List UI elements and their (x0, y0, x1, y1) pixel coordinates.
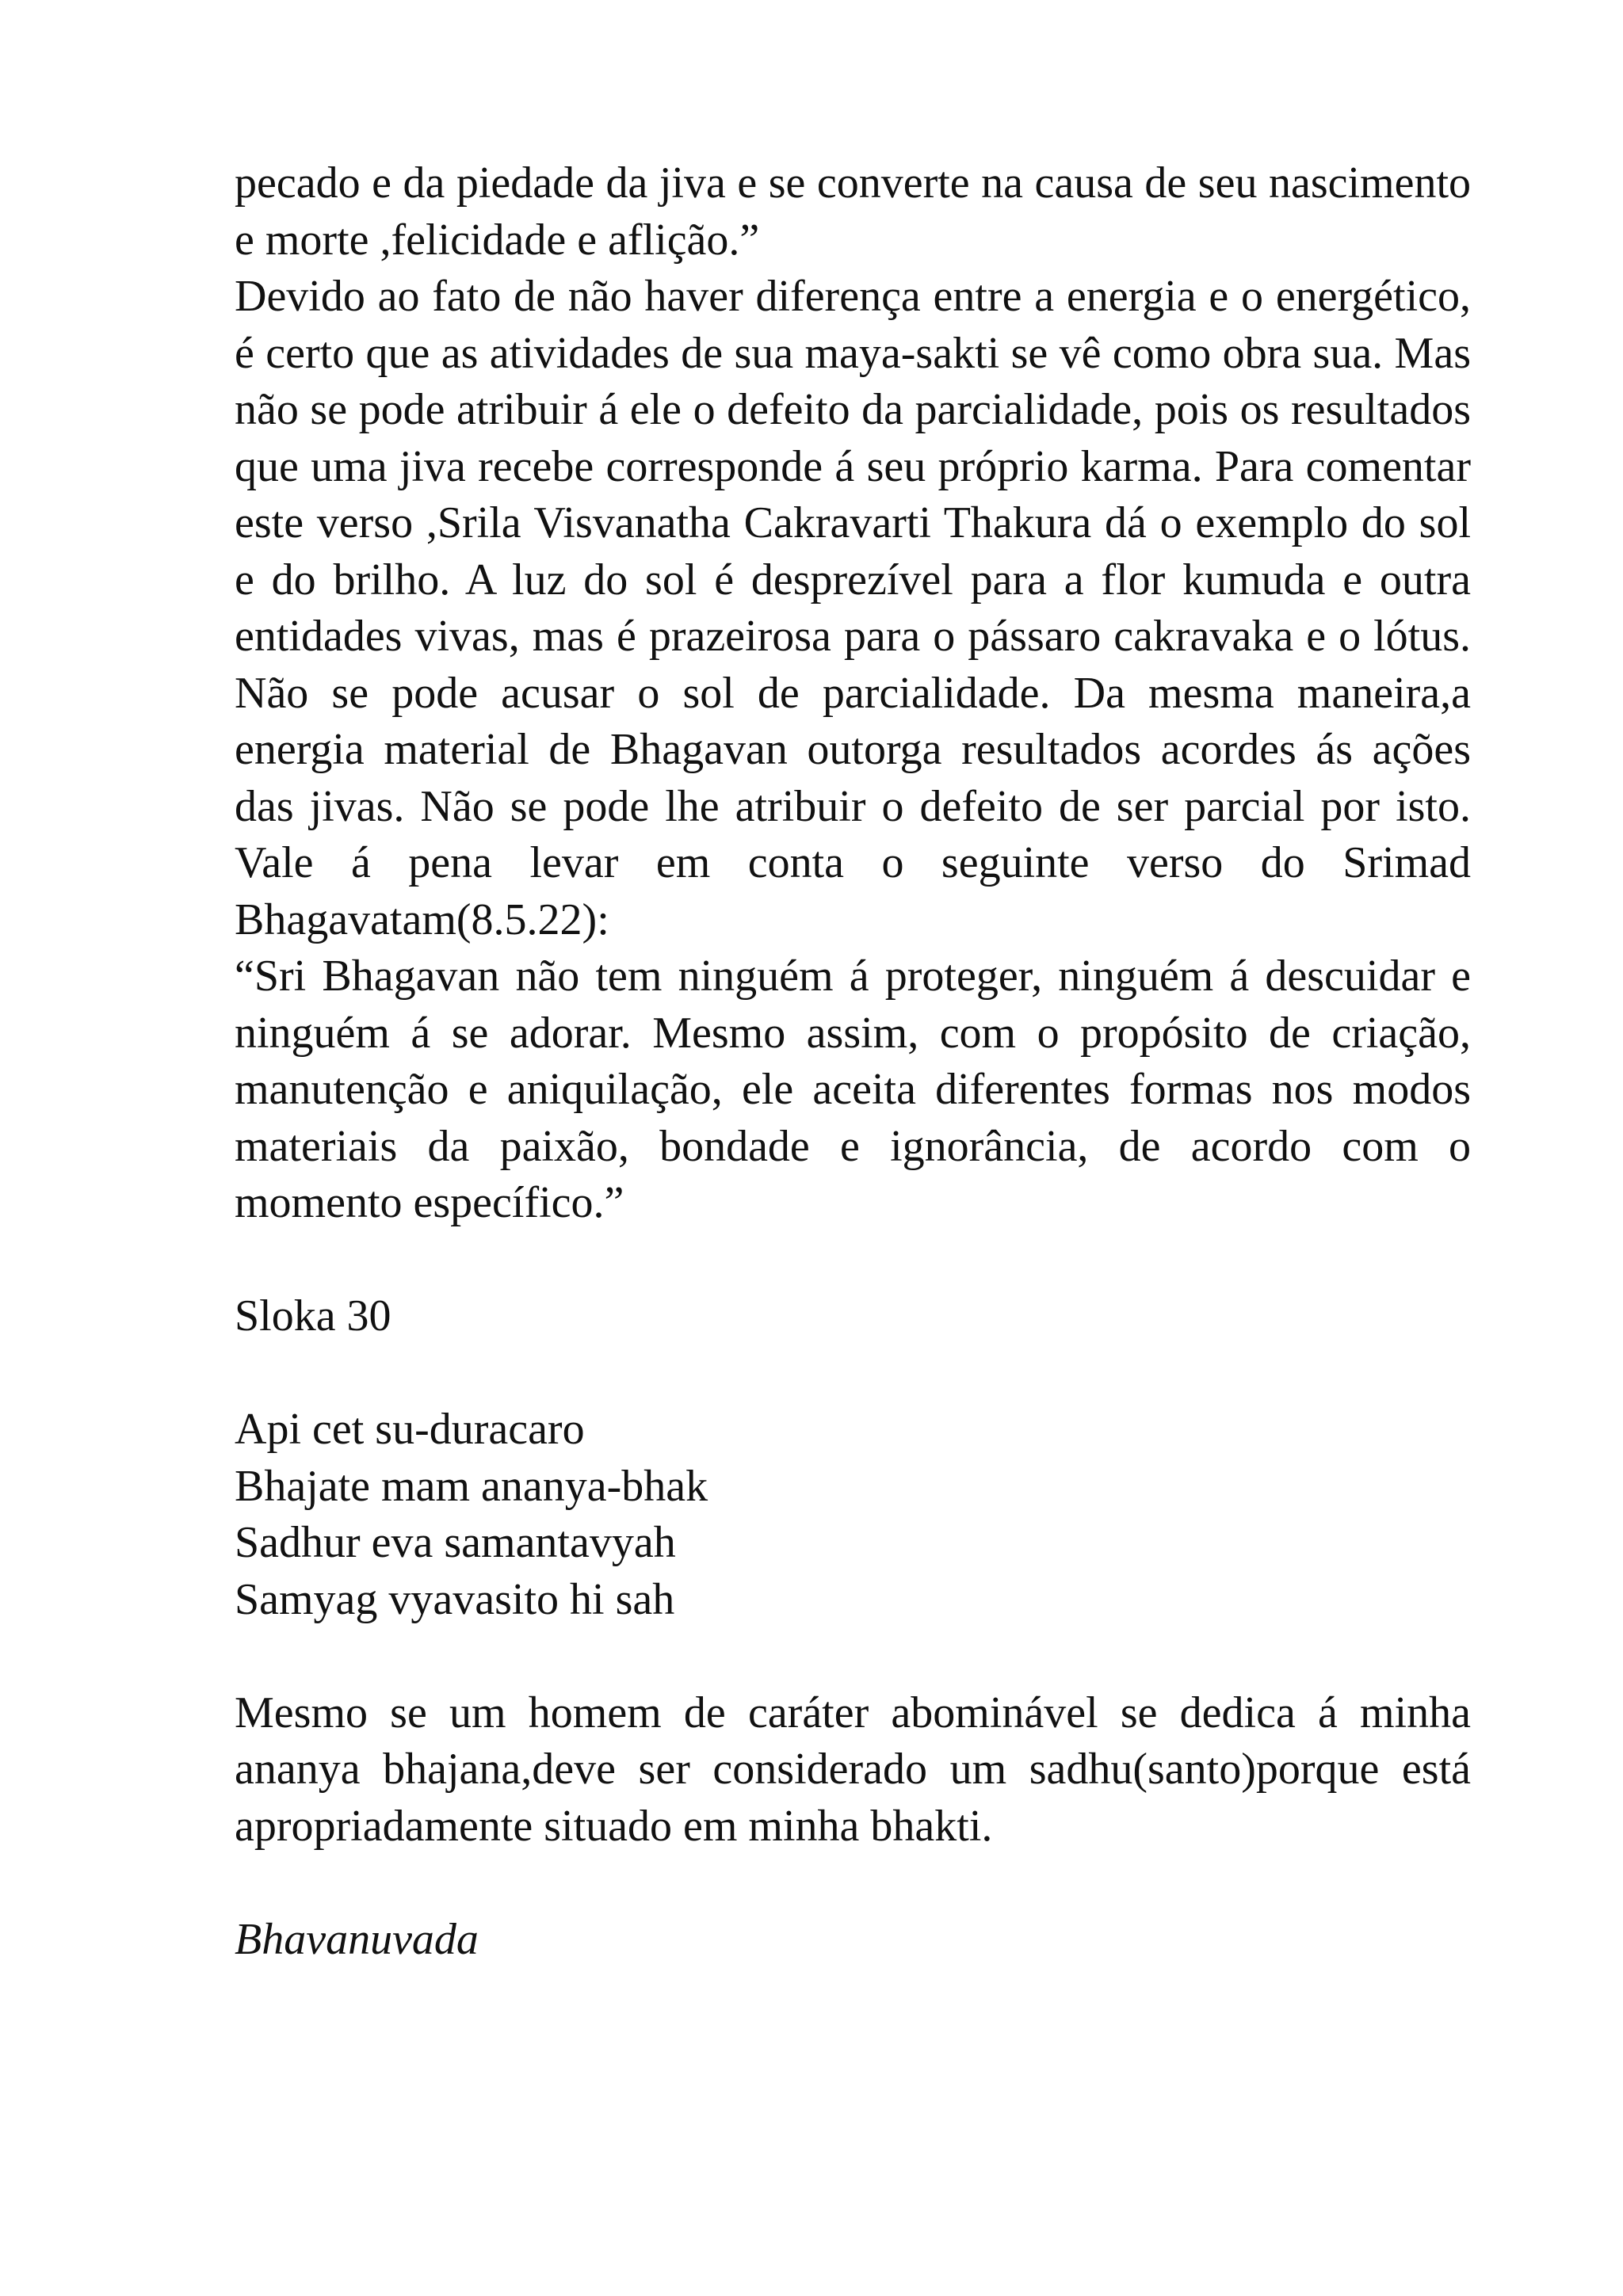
verse-block (235, 1402, 1471, 1628)
sloka-heading: Sloka 30 (235, 1291, 391, 1341)
verse-line: Sadhur eva samantavyah (235, 1518, 676, 1567)
paragraph-quote: “Sri Bhagavan não tem ninguém á proteger, ninguém á descuidar e ninguém á se adorar. Mesmo assim, com o propósito de criação, manutenção e aniquilação, ele aceita diferentes formas nos modos materiais da paixão, bondade e ignorância, de acordo com o momento específico.” (235, 952, 1471, 1227)
translation-paragraph: Mesmo se um homem de caráter abominável se dedica á minha ananya bhajana,deve ser considerado um sadhu(santo)porque está apropriadamente situado em minha bhakti. (235, 1688, 1471, 1851)
paragraph-continuation: pecado e da piedade da jiva e se converte na causa de seu nascimento e morte ,felicidade e aflição.” (235, 158, 1471, 265)
verse-line: Api cet su-duracaro (235, 1405, 585, 1454)
spacer (235, 1855, 1471, 1912)
section-heading: Bhavanuvada (235, 1914, 479, 1964)
spacer (235, 1628, 1471, 1685)
spacer (235, 1345, 1471, 1402)
verse-line: Samyag vyavasito hi sah (235, 1574, 675, 1624)
paragraph-commentary: Devido ao fato de não haver diferença entre a energia e o energético, é certo que as atividades de sua maya-sakti se vê como obra sua. Mas não se pode atribuir á ele o defeito da parcialidade, pois os resultados que uma jiva recebe corresponde á seu próprio karma. Para comentar este verso ,Srila Visvanatha Cakravarti Thakura dá o exemplo do sol e do brilho. A luz do sol é desprezível para a flor kumuda e outra entidades vivas, mas é prazeirosa para o pássaro cakravaka e o lótus. Não se pode acusar o sol de parcialidade. Da mesma maneira,a energia material de Bhagavan outorga resultados acordes ás ações das jivas. Não se pode lhe atribuir o defeito de ser parcial por isto. Vale á pena levar em conta o seguinte verso do Srimad Bhagavatam(8.5.22): (235, 272, 1471, 944)
verse-line: Bhajate mam ananya-bhak (235, 1461, 708, 1511)
document-page (235, 155, 1471, 1968)
spacer (235, 1232, 1471, 1289)
